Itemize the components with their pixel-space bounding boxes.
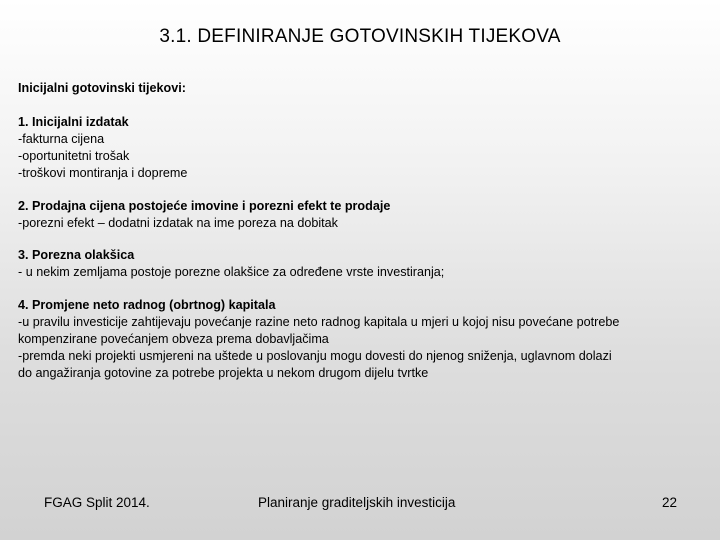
footer-organization: FGAG Split 2014.: [44, 495, 150, 510]
section-tax-relief: [18, 247, 708, 281]
section-line: do angažiranja gotovine za potrebe projekta u nekom drugom dijelu tvrtke: [18, 365, 429, 380]
section-line: - u nekim zemljama postoje porezne olakšice za određene vrste investiranja;: [18, 265, 445, 279]
page-number: 22: [662, 495, 678, 510]
section-line: -premda neki projekti usmjereni na uštede u poslovanju mogu dovesti do njenog sniženja, uglavnom dolazi: [18, 348, 612, 363]
section-line: -porezni efekt – dodatni izdatak na ime poreza na dobitak: [18, 215, 338, 230]
section-line: -fakturna cijena: [18, 132, 105, 146]
section-line: kompenzirane povećanjem obveza prema dobavljačima: [18, 331, 329, 346]
section-heading: 4. Promjene neto radnog (obrtnog) kapitala: [18, 297, 276, 312]
section-heading: 3. Porezna olakšica: [18, 248, 135, 262]
section-sale-price: [18, 198, 708, 232]
section-line: -oportunitetni trošak: [18, 149, 130, 163]
section-heading: 1. Inicijalni izdatak: [18, 115, 129, 129]
section-working-capital: [18, 297, 708, 382]
slide-title: 3.1. DEFINIRANJE GOTOVINSKIH TIJEKOVA: [159, 26, 561, 47]
section-initial-outlay: [18, 114, 708, 182]
section-line: -u pravilu investicije zahtijevaju povećanje razine neto radnog kapitala u mjeri u kojoj nisu povećane potrebe: [18, 314, 620, 329]
section-heading: 2. Prodajna cijena postojeće imovine i porezni efekt te prodaje: [18, 198, 391, 213]
slide-content: [18, 80, 708, 397]
section-line: -troškovi montiranja i dopreme: [18, 166, 188, 180]
intro-heading: Inicijalni gotovinski tijekovi:: [18, 81, 186, 95]
footer-course-title: Planiranje graditeljskih investicija: [258, 495, 456, 510]
